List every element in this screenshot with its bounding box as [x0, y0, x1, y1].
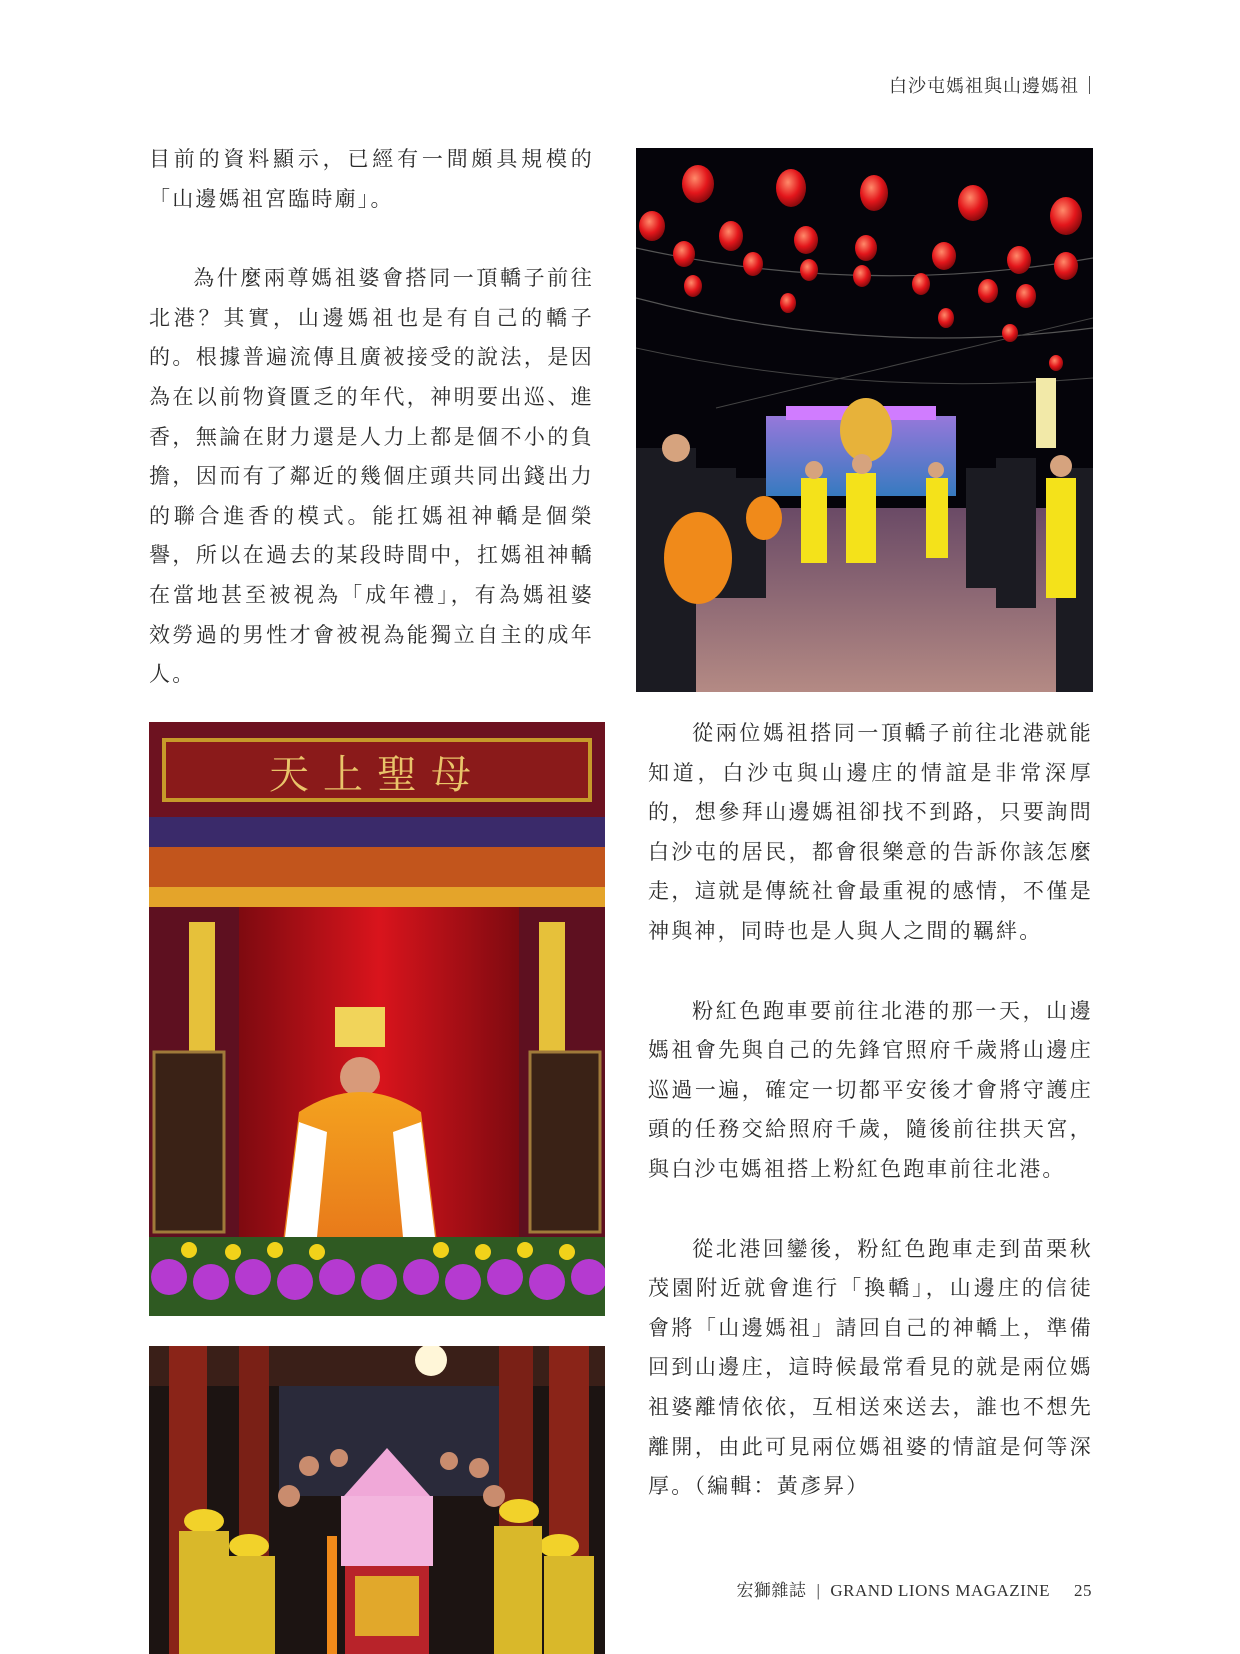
right-paragraph-3: 從北港回鑾後，粉紅色跑車走到苗栗秋茂園附近就會進行「換轎」，山邊庄的信徒會將「山邊媽祖」請回自己的神轎上，準備回到山邊庄，這時候最常看見的就是兩位媽祖婆離情依依，互相送來送去，誰也不想先離開，由此可見兩位媽祖婆的情誼是何等深厚。（編輯：黃彥昇）: [648, 1236, 1093, 1499]
mazu-altar-photo: [149, 722, 605, 1316]
sedan-chair-illustration: [149, 1346, 605, 1654]
left-paragraph-1: 目前的資料顯示，已經有一間頗具規模的「山邊媽祖宮臨時廟」。: [149, 147, 594, 211]
page-footer: [736, 1576, 1092, 1601]
left-paragraph-2: 為什麼兩尊媽祖婆會搭同一頂轎子前往北港？其實，山邊媽祖也是有自己的轎子的。根據普遍流傳且廣被接受的說法，是因為在以前物資匱乏的年代，神明要出巡、進香，無論在財力還是人力上都是個不小的負擔，因而有了鄰近的幾個庄頭共同出錢出力的聯合進香的模式。能扛媽祖神轎是個榮譽，所以在過去的某段時間中，扛媽祖神轎在當地甚至被視為「成年禮」，有為媽祖婆效勞過的男性才會被視為能獨立自主的成年人。: [149, 266, 594, 687]
right-text-column: [648, 714, 1093, 1547]
right-paragraph-1: 從兩位媽祖搭同一頂轎子前往北港就能知道，白沙屯與山邊庄的情誼是非常深厚的，想參拜山邊媽祖卻找不到路，只要詢問白沙屯的居民，都會很樂意的告訴你該怎麼走，這就是傳統社會最重視的感情，不僅是神與神，同時也是人與人之間的羈絆。: [648, 721, 1093, 943]
running-header-title: 白沙屯媽祖與山邊媽祖: [889, 76, 1079, 97]
footer-separator: |: [816, 1581, 821, 1600]
left-text-column: [149, 140, 594, 735]
sedan-chair-crowd-photo: [149, 1346, 605, 1654]
mazu-altar-illustration: [149, 722, 605, 1316]
right-paragraph-2: 粉紅色跑車要前往北港的那一天，山邊媽祖會先與自己的先鋒官照府千歲將山邊庄巡過一遍，確定一切都平安後才會將守護庄頭的任務交給照府千歲，隨後前往拱天宮，與白沙屯媽祖搭上粉紅色跑車前往北港。: [648, 998, 1093, 1181]
footer-magazine-cn: 宏獅雜誌: [736, 1581, 807, 1600]
header-divider: [1089, 76, 1090, 94]
night-procession-photo: [636, 148, 1093, 692]
running-header: [889, 72, 1090, 98]
footer-magazine-en: GRAND LIONS MAGAZINE: [830, 1581, 1050, 1600]
page-number: 25: [1074, 1581, 1092, 1600]
night-procession-illustration: [636, 148, 1093, 692]
altar-plaque-text: 天上聖母: [269, 752, 485, 798]
